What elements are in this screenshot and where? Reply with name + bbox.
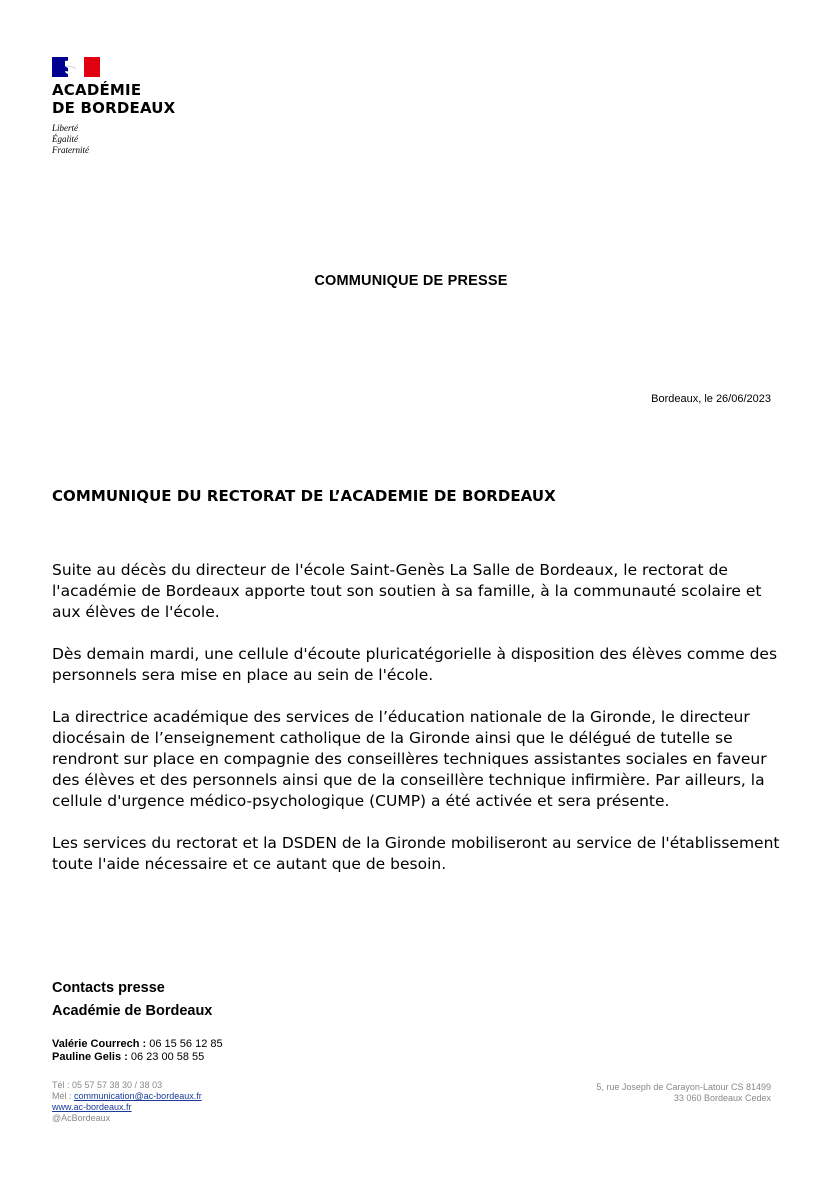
contact-person-1	[52, 1038, 223, 1051]
footer-phone: Tél : 05 57 57 38 30 / 38 03	[52, 1080, 163, 1090]
motto-liberte: Liberté	[52, 123, 78, 133]
academie-logo	[52, 57, 252, 156]
logo-line1: ACADÉMIE	[52, 81, 142, 99]
contacts-heading: Contacts presse	[52, 980, 165, 996]
contact-phone: 06 23 00 58 55	[127, 1050, 205, 1063]
footer-address-line1: 5, rue Joseph de Carayon-Latour CS 81499	[596, 1082, 771, 1092]
footer-address	[596, 1082, 771, 1104]
press-release-title: COMMUNIQUE DE PRESSE	[314, 273, 508, 289]
motto-egalite: Égalité	[52, 134, 78, 144]
footer-contact-info	[52, 1080, 202, 1124]
footer-twitter: @AcBordeaux	[52, 1113, 111, 1123]
body-paragraph-2: Dès demain mardi, une cellule d'écoute pluricatégorielle à disposition des élèves comme des personnels sera mise en place au sein de l'école.	[52, 645, 778, 684]
contact-name: Pauline Gelis :	[52, 1050, 128, 1063]
contact-person-2	[52, 1051, 223, 1064]
body-paragraph-1: Suite au décès du directeur de l'école Saint-Genès La Salle de Bordeaux, le rectorat de l'académie de Bordeaux apporte tout son soutien à sa famille, à la communauté scolaire et aux élèves de l'école.	[52, 561, 762, 621]
republic-motto	[52, 123, 252, 156]
footer-mail-link[interactable]: communication@ac-bordeaux.fr	[74, 1091, 202, 1101]
logo-line2: DE BORDEAUX	[52, 99, 176, 117]
body-text	[52, 560, 782, 896]
document-date: Bordeaux, le 26/06/2023	[651, 393, 771, 405]
body-paragraph-3: La directrice académique des services de l’éducation nationale de la Gironde, le directeur diocésain de l’enseignement catholique de la Gironde ainsi que le délégué de tutelle se rendront sur place en compagnie des conseillères techniques assistantes sociales en faveur des élèves et des personnels ainsi que de la conseillère technique infirmière. Par ailleurs, la cellule d'urgence médico-psychologique (CUMP) a été activée et sera présente.	[52, 708, 767, 810]
contact-phone: 06 15 56 12 85	[146, 1038, 223, 1050]
body-paragraph-4: Les services du rectorat et la DSDEN de la Gironde mobiliseront au service de l'établissement toute l'aide nécessaire et ce autant que de besoin.	[52, 834, 780, 873]
contacts-subheading: Académie de Bordeaux	[52, 1003, 213, 1019]
contact-name: Valérie Courrech :	[52, 1038, 147, 1050]
motto-fraternite: Fraternité	[52, 145, 89, 155]
footer-address-line2: 33 060 Bordeaux Cedex	[673, 1093, 771, 1103]
headline: COMMUNIQUE DU RECTORAT DE L’ACADEMIE DE BORDEAUX	[52, 487, 556, 505]
footer-mail-line	[52, 1091, 202, 1102]
contact-persons	[52, 1038, 223, 1063]
footer-mail-label: Mél :	[52, 1091, 75, 1101]
marianne-flag-icon	[52, 57, 100, 77]
footer-website-link[interactable]: www.ac-bordeaux.fr	[52, 1102, 132, 1112]
